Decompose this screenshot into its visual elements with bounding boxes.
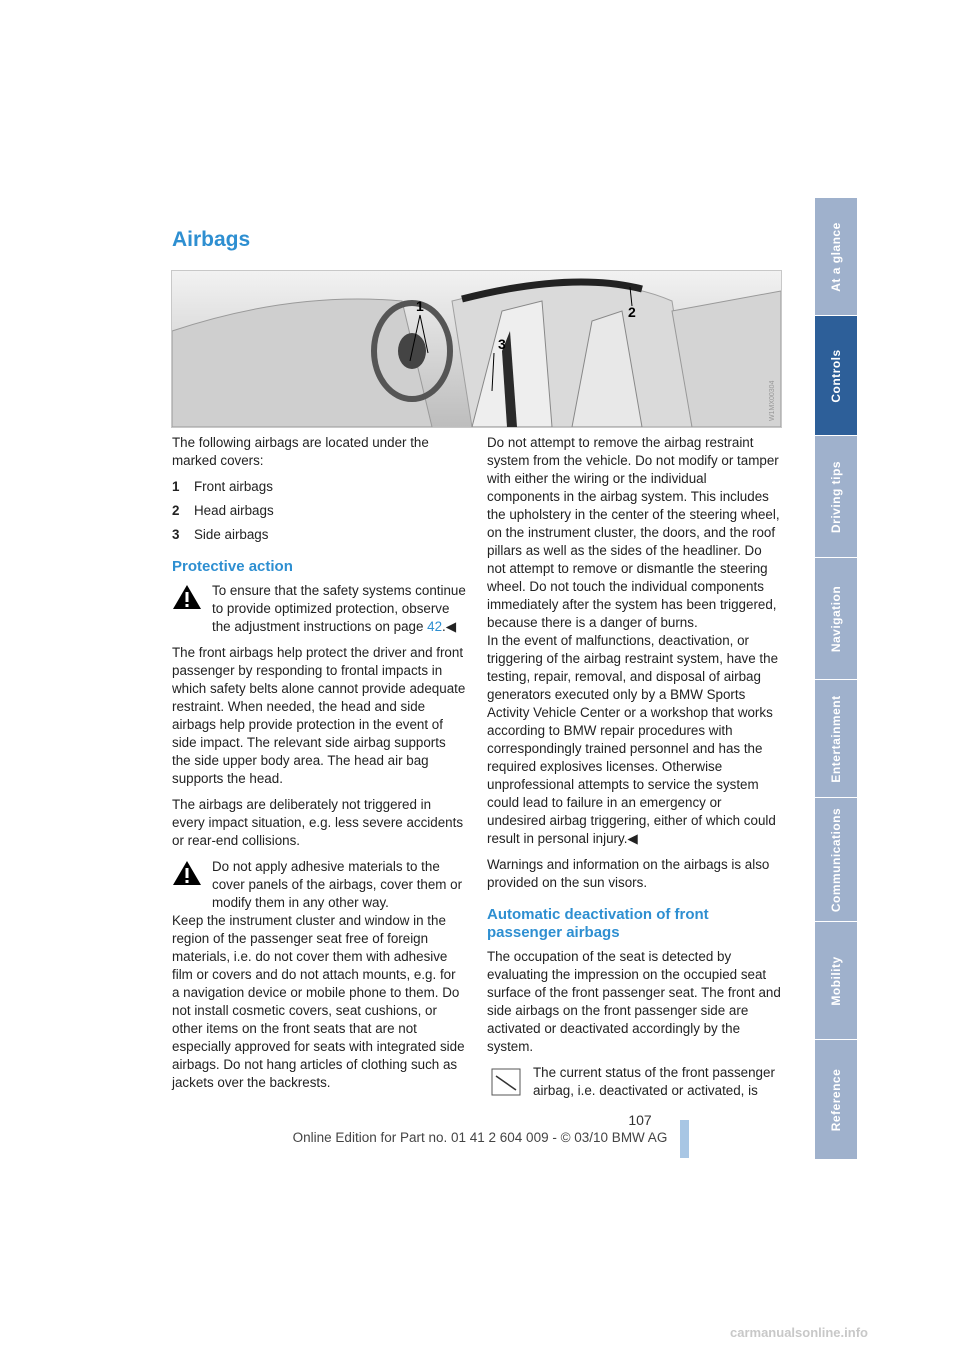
intro-text: The following airbags are located under the marked covers: [172,435,429,468]
paragraph: Do not attempt to remove the airbag restraint system from the vehicle. Do not modify or tamper with either the wiring or the individual components in the airbag system. This includes the upholstery in the center of the steering wheel, on the instrument cluster, the doors, and the roof pillars as well as the sides of the headliner. Do not attempt to remove or dismantle the steering wheel. Do not touch the individual components immediately after the system has been triggered, because there is a danger of burns. [487,435,780,630]
tab-at-a-glance[interactable]: At a glance [815,198,857,316]
warning-triangle-icon [172,860,202,886]
tab-entertainment[interactable]: Entertainment [815,680,857,798]
warning-block: Do not apply adhesive materials to the cover panels of the airbags, cover them or modify them in any other way. [172,858,466,912]
page-title: Airbags [172,228,251,251]
footer-text: Online Edition for Part no. 01 41 2 604 009 - © 03/10 BMW AG [292,1130,668,1145]
paragraph: The occupation of the seat is detected by evaluating the impression on the occupied seat surface of the front passenger seat. The front and side airbags on the front passenger side are activated or deactivated accordingly by the system. [487,949,781,1054]
paragraph: Keep the instrument cluster and window in the region of the passenger seat free of foreign materials, i.e. do not cover them with adhesive film or covers and do not attach mounts, e.g. for a navigation device or mobile phone to them. Do not install cosmetic covers, seat cushions, or other items on the front seats that are not especially approved for seats with integrated side airbags. Do not hang articles of clothing such as jackets over the backrests. [172,913,465,1090]
tab-reference[interactable]: Reference [815,1040,857,1160]
callout-2: 2 [628,304,636,320]
tab-communications[interactable]: Communications [815,798,857,922]
paragraph: In the event of malfunctions, deactivation, or triggering of the airbag restraint system, have the testing, repair, removal, and disposal of airbag generators executed only by a BMW Sports Activity Vehicle Center or a workshop that works according to BMW repair procedures with correspondingly trained personnel and has the required explosives licenses. Otherwise unprofessional attempts to service the system could lead to failure in an emergency or undesired airbag triggering, either of which could result in personal injury.◀ [487,633,779,846]
callout-3: 3 [498,336,506,352]
list-item: 3 Side airbags [172,527,269,542]
note-block: The current status of the front passenger airbag, i.e. deactivated or activated, is [487,1064,781,1100]
list-item: 1 Front airbags [172,479,273,494]
warning-triangle-icon [172,584,202,610]
watermark: carmanualsonline.info [730,1325,868,1340]
heading-automatic-deactivation: Automatic deactivation of front passenger airbags [487,906,709,941]
section-tabs [815,198,857,1160]
note-arrow-icon [491,1068,521,1096]
paragraph: The front airbags help protect the driver and front passenger by responding to frontal impacts in which safety belts alone cannot provide adequate restraint. When needed, the head and side airbags help provide protection in the event of side impact. The relevant side airbag supports the side upper body area. The head air bag supports the head. [172,645,466,786]
heading-protective-action: Protective action [172,558,293,575]
tab-driving-tips[interactable]: Driving tips [815,436,857,558]
paragraph: The airbags are deliberately not triggered in every impact situation, e.g. less severe accidents or rear-end collisions. [172,797,464,848]
tab-mobility[interactable]: Mobility [815,922,857,1040]
right-column [487,434,781,1100]
warning-block: To ensure that the safety systems continue to provide optimized protection, observe the adjustment instructions on page 42.◀ [172,582,466,636]
list-item: 2 Head airbags [172,503,274,518]
tab-controls[interactable]: Controls [815,316,857,436]
left-column [172,434,466,1092]
page-42-link[interactable]: 42 [427,619,443,634]
tab-navigation[interactable]: Navigation [815,558,857,680]
paragraph: Warnings and information on the airbags is also provided on the sun visors. [487,857,770,890]
airbag-locations-figure [171,270,782,428]
page-number: 107 [628,1112,652,1128]
callout-1: 1 [416,298,424,314]
figure-code: W1MX00304 [769,380,776,421]
